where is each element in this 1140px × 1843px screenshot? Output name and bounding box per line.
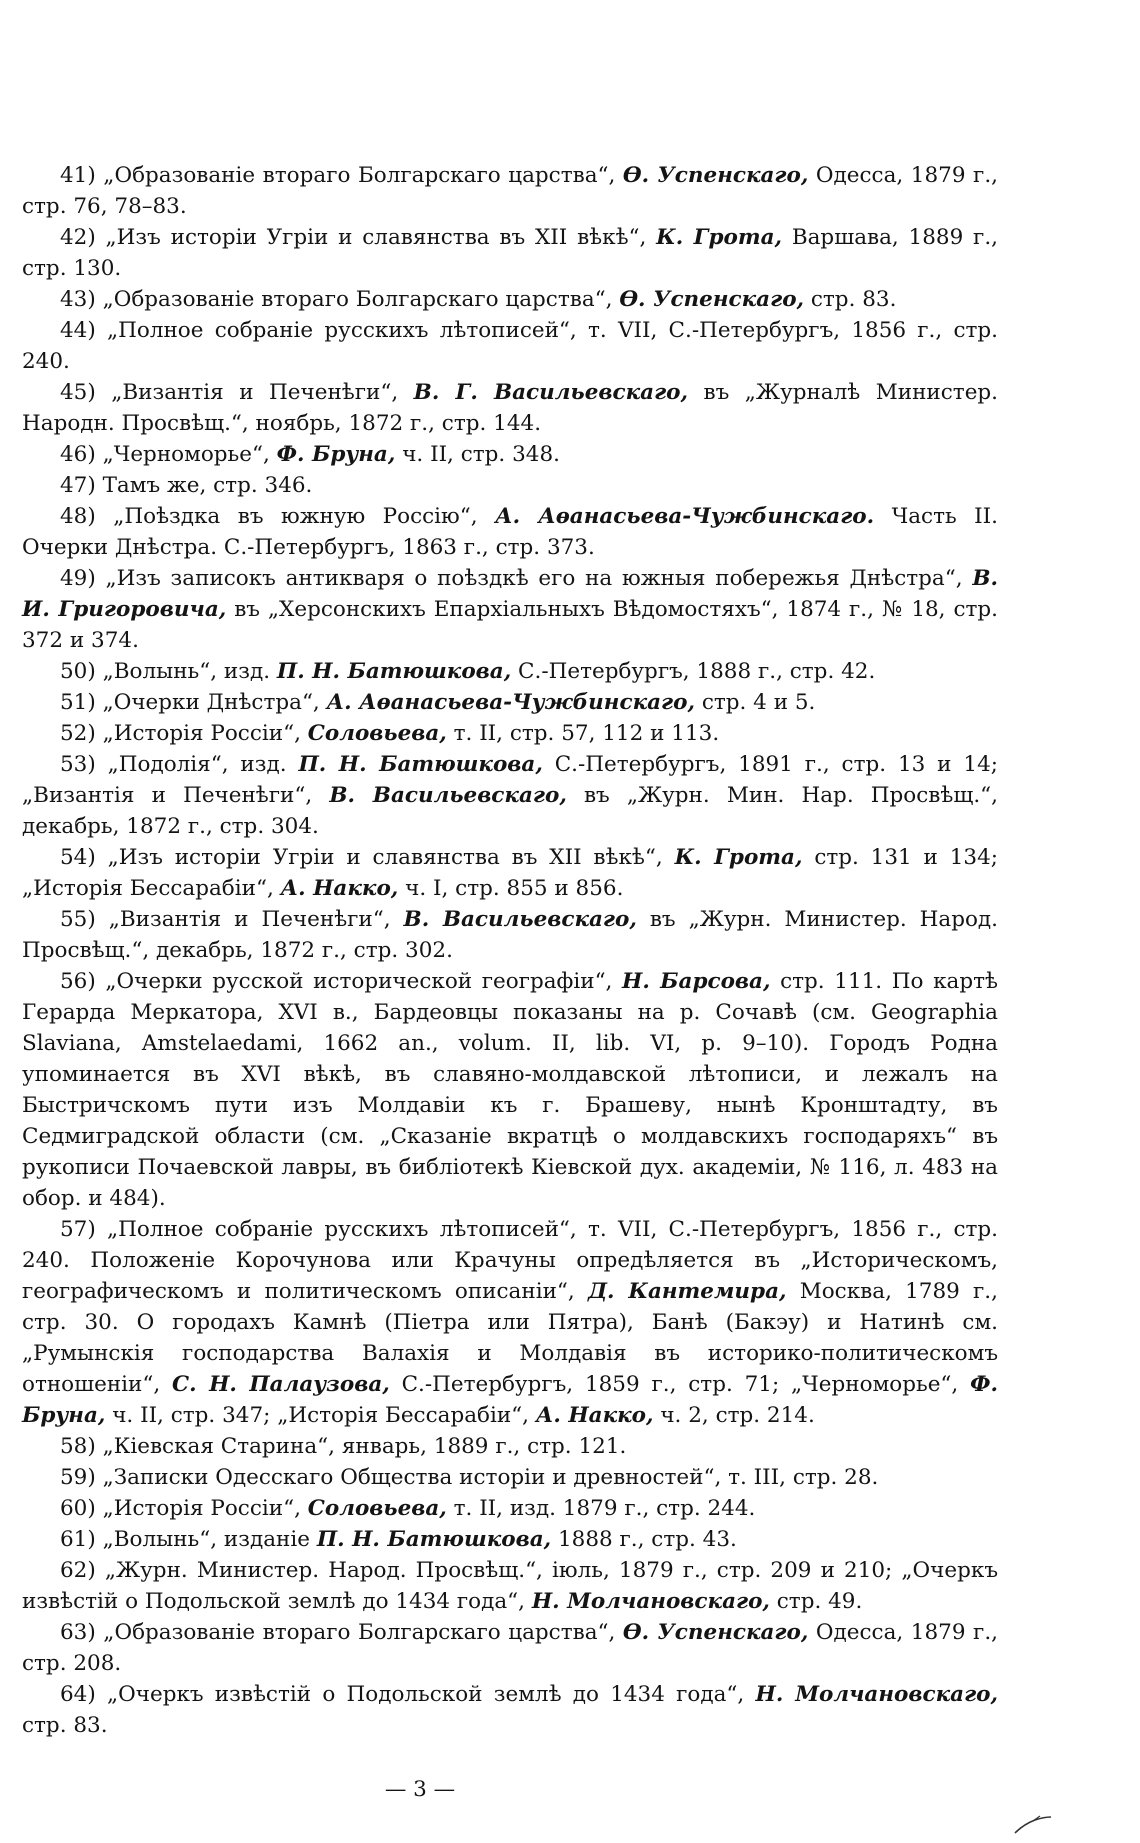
footnote-text: ч. II, стр. 348.	[395, 442, 560, 467]
footnote-text: 1888 г., стр. 43.	[551, 1527, 737, 1552]
footnote-text: въ „Журн. Министер. Народ. Просвѣщ.“, декабрь, 1872 г., стр. 302.	[22, 907, 998, 963]
footnote-text: 51) „Очерки Днѣстра“,	[60, 690, 327, 715]
footnotes-list	[22, 160, 998, 1741]
author-name: Соловьева,	[307, 1496, 447, 1521]
footnote-45	[22, 377, 998, 439]
footnote-43	[22, 284, 998, 315]
footnote-59	[22, 1462, 998, 1493]
author-name: Ѳ. Успенскаго,	[622, 1620, 809, 1645]
author-name: С. Н. Палаузова,	[172, 1372, 390, 1397]
footnote-text: 60) „Исторія Россіи“,	[60, 1496, 308, 1521]
footnote-text: Одесса, 1879 г., стр. 76, 78–83.	[22, 163, 998, 219]
footnote-text: въ „Журн. Мин. Нар. Просвѣщ.“, декабрь, 1872 г., стр. 304.	[22, 783, 999, 839]
footnote-text: ч. I, стр. 855 и 856.	[398, 876, 624, 901]
footnote-text: 41) „Образованіе втораго Болгарскаго царства“,	[60, 163, 623, 188]
footnote-text: 47) Тамъ же, стр. 346.	[60, 473, 313, 498]
footnote-text: стр. 4 и 5.	[694, 690, 816, 715]
author-name: А. Накко,	[280, 876, 399, 901]
footnote-44	[22, 315, 998, 377]
footnote-53	[22, 749, 998, 842]
footnote-text: С.-Петербургъ, 1891 г., стр. 13 и 14; „Византія и Печенѣги“,	[22, 752, 998, 808]
footnote-text: стр. 131 и 134; „Исторія Бессарабіи“,	[22, 845, 998, 901]
footnote-text: стр. 83.	[22, 1713, 108, 1738]
author-name: Ѳ. Успенскаго,	[619, 287, 805, 312]
footnote-text: Варшава, 1889 г., стр. 130.	[22, 225, 998, 281]
footnote-text: 49) „Изъ записокъ антикваря о поѣздкѣ его на южныя побережья Днѣстра“,	[60, 566, 973, 591]
footnote-58	[22, 1431, 998, 1462]
footnote-text: Москва, 1789 г., стр. 30. О городахъ Камнѣ (Піетра или Пятра), Банѣ (Бакэу) и Натинѣ см. „Румынскія господарства Валахія и Молдавія въ историко-политическомъ отношеніи“,	[22, 1279, 998, 1397]
page-number: — 3 —	[384, 1777, 456, 1802]
footnote-text: 43) „Образованіе втораго Болгарскаго царства“,	[60, 287, 620, 312]
footnote-text: С.-Петербургъ, 1888 г., стр. 42.	[511, 659, 876, 684]
author-name: В. Г. Васильевскаго,	[413, 380, 688, 405]
footnote-56	[22, 966, 998, 1214]
footnote-text: въ „Херсонскихъ Епархіальныхъ Вѣдомостяхъ“, 1874 г., № 18, стр. 372 и 374.	[22, 597, 998, 653]
author-name: А. Аѳанасьева-Чужбинскаго.	[495, 504, 875, 529]
author-name: П. Н. Батюшкова,	[316, 1527, 552, 1552]
footnote-text: ч. II, стр. 347; „Исторія Бессарабіи“,	[105, 1403, 536, 1428]
footnote-55	[22, 904, 998, 966]
footnote-text: 44) „Полное собраніе русскихъ лѣтописей“, т. VII, С.-Петербургъ, 1856 г., стр. 240.	[22, 318, 998, 374]
footnote-text: 53) „Подолія“, изд.	[60, 752, 299, 777]
author-name: Д. Кантемира,	[587, 1279, 787, 1304]
author-name: Ѳ. Успенскаго,	[622, 163, 809, 188]
footnote-text: 45) „Византія и Печенѣги“,	[60, 380, 414, 405]
author-name: А. Накко,	[535, 1403, 654, 1428]
footnote-64	[22, 1679, 998, 1741]
footnote-text: 58) „Кіевская Старина“, январь, 1889 г., стр. 121.	[60, 1434, 627, 1459]
footnote-62	[22, 1555, 998, 1617]
footnote-text: 63) „Образованіе втораго Болгарскаго царства“,	[60, 1620, 623, 1645]
footnote-text: 56) „Очерки русской исторической географіи“,	[60, 969, 623, 994]
footnote-text: 54) „Изъ исторіи Угріи и славянства въ XII вѣкѣ“,	[60, 845, 675, 870]
author-name: Н. Молчановскаго,	[755, 1682, 998, 1707]
footnote-46	[22, 439, 998, 470]
footnote-text: 48) „Поѣздка въ южную Россію“,	[60, 504, 496, 529]
footnote-text: въ „Журналѣ Министер. Народн. Просвѣщ.“, ноябрь, 1872 г., стр. 144.	[22, 380, 999, 436]
author-name: П. Н. Батюшкова,	[276, 659, 512, 684]
author-name: А. Аѳанасьева-Чужбинскаго,	[326, 690, 695, 715]
footnote-57	[22, 1214, 998, 1431]
footnote-50	[22, 656, 998, 687]
author-name: В. Васильевскаго,	[329, 783, 567, 808]
footnote-61	[22, 1524, 998, 1555]
pen-mark	[1013, 1813, 1053, 1835]
footnote-text: т. II, стр. 57, 112 и 113.	[446, 721, 720, 746]
footnote-63	[22, 1617, 998, 1679]
footnote-text: 61) „Волынь“, изданіе	[60, 1527, 317, 1552]
footnote-47	[22, 470, 998, 501]
footnote-text: ч. 2, стр. 214.	[653, 1403, 815, 1428]
author-name: В. И. Григоровича,	[22, 566, 998, 622]
footnote-text: стр. 111. По картѣ Герарда Меркатора, XVI в., Бардеовцы показаны на р. Сочавѣ (см. Geographia Slaviana, Amstelaedami, 1662 an., volum. II, lib. VI, p. 9–10). Городъ Родна упоминается въ XVI вѣкѣ, въ славяно-молдавской лѣтописи, и лежалъ на Быстричскомъ пути изъ Молдавіи къ г. Брашеву, нынѣ Кронштадту, въ Седмиградской области (см. „Сказаніе вкратцѣ о молдавскихъ господаряхъ“ въ рукописи Почаевской лавры, въ библіотекѣ Кіевской дух. академіи, № 116, л. 483 на обор. и 484).	[22, 969, 999, 1211]
footnote-text: 42) „Изъ исторіи Угріи и славянства въ XII вѣкѣ“,	[60, 225, 657, 250]
author-name: П. Н. Батюшкова,	[298, 752, 543, 777]
author-name: Ф. Бруна,	[22, 1372, 998, 1428]
footnote-49	[22, 563, 998, 656]
footnote-text: 52) „Исторія Россіи“,	[60, 721, 308, 746]
footnote-41	[22, 160, 998, 222]
footnote-52	[22, 718, 998, 749]
footnote-text: Одесса, 1879 г., стр. 208.	[22, 1620, 998, 1676]
author-name: Ф. Бруна,	[276, 442, 396, 467]
footnote-text: 59) „Записки Одесскаго Общества исторіи и древностей“, т. III, стр. 28.	[60, 1465, 879, 1490]
author-name: К. Грота,	[674, 845, 803, 870]
footnote-text: 64) „Очеркъ извѣстій о Подольской землѣ до 1434 года“,	[60, 1682, 756, 1707]
footnote-text: 55) „Византія и Печенѣги“,	[60, 907, 404, 932]
footnote-text: стр. 83.	[804, 287, 897, 312]
footnote-text: 57) „Полное собраніе русскихъ лѣтописей“, т. VII, С.-Петербургъ, 1856 г., стр. 240. Положеніе Корочунова или Крачуны опредѣляется въ „Историческомъ, географическомъ и политическомъ описаніи“,	[22, 1217, 998, 1304]
footnote-48	[22, 501, 998, 563]
footnote-text: 46) „Черноморье“,	[60, 442, 277, 467]
footnote-text: 50) „Волынь“, изд.	[60, 659, 277, 684]
footnote-text: стр. 49.	[769, 1589, 863, 1614]
author-name: К. Грота,	[656, 225, 783, 250]
footnote-text: т. II, изд. 1879 г., стр. 244.	[446, 1496, 756, 1521]
author-name: Н. Молчановскаго,	[531, 1589, 770, 1614]
footnote-text: 62) „Журн. Министер. Народ. Просвѣщ.“, іюль, 1879 г., стр. 209 и 210; „Очеркъ извѣстій о Подольской землѣ до 1434 года“,	[22, 1558, 998, 1614]
footnote-text: Часть II. Очерки Днѣстра. С.-Петербургъ, 1863 г., стр. 373.	[22, 504, 998, 560]
author-name: В. Васильевскаго,	[403, 907, 637, 932]
author-name: Соловьева,	[307, 721, 447, 746]
footnote-54	[22, 842, 998, 904]
footnote-text: С.-Петербургъ, 1859 г., стр. 71; „Черноморье“,	[389, 1372, 971, 1397]
footnote-51	[22, 687, 998, 718]
author-name: Н. Барсова,	[622, 969, 771, 994]
footnote-42	[22, 222, 998, 284]
footnote-60	[22, 1493, 998, 1524]
